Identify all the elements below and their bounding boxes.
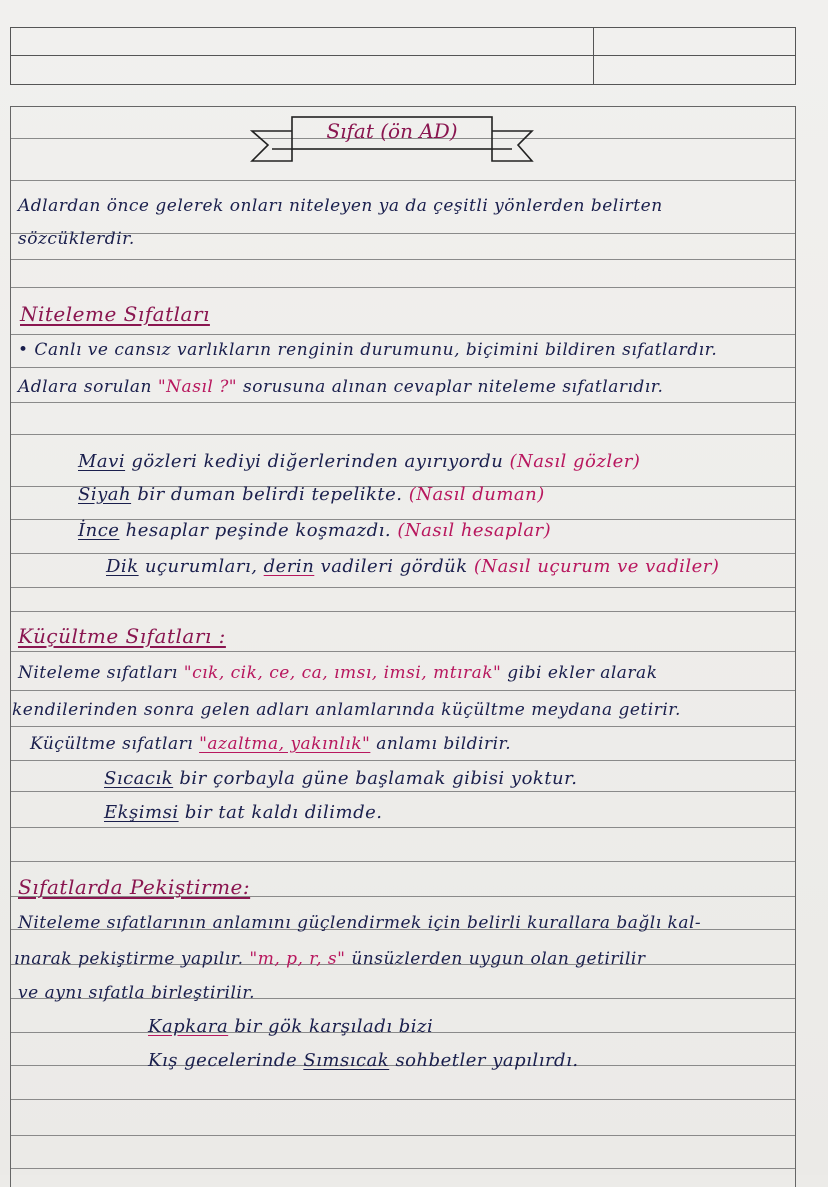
niteleme-line-2: Adlara sorulan "Nasıl ?" sorusuna alınan cevaplar niteleme sıfatlarıdır. <box>18 377 664 397</box>
ruled-line <box>11 827 795 828</box>
ruled-line <box>11 611 795 612</box>
header-column-divider <box>593 28 594 84</box>
title-banner <box>248 113 538 169</box>
example-line: Ekşimsi bir tat kaldı dilimde. <box>104 802 383 823</box>
pekistirme-line-1: Niteleme sıfatlarının anlamını güçlendirmek için belirli kurallara bağlı kal- <box>18 913 702 933</box>
ruled-line <box>11 690 795 691</box>
ruled-line <box>11 587 795 588</box>
kucultme-line-2: kendilerinden sonra gelen adları anlamlarında küçültme meydana getirir. <box>12 700 681 720</box>
ruled-line <box>11 726 795 727</box>
example-line: Kış gecelerinde Sımsıcak sohbetler yapılırdı. <box>148 1050 579 1071</box>
ruled-line <box>11 434 795 435</box>
ruled-line <box>11 180 795 181</box>
ruled-line <box>11 553 795 554</box>
ruled-line <box>11 1099 795 1100</box>
example-line: Dik uçurumları, derin vadileri gördük (Nasıl uçurum ve vadiler) <box>106 556 720 577</box>
header-box <box>10 27 796 85</box>
section-heading-pekistirme: Sıfatlarda Pekiştirme: <box>18 875 251 899</box>
ruled-line <box>11 861 795 862</box>
page-title: Sıfat (ön AD) <box>326 119 458 143</box>
section-heading-niteleme: Niteleme Sıfatları <box>20 302 210 326</box>
kucultme-line-3: Küçültme sıfatları "azaltma, yakınlık" anlamı bildirir. <box>30 734 512 754</box>
kucultme-line-1: Niteleme sıfatları "cık, cik, ce, ca, ımsı, imsi, mtırak" gibi ekler alarak <box>18 663 658 683</box>
ruled-line <box>11 791 795 792</box>
definition-line-2: sözcüklerdir. <box>18 229 135 249</box>
niteleme-line-1: • Canlı ve cansız varlıkların renginin durumunu, biçimini bildiren sıfatlardır. <box>18 340 718 360</box>
example-line: Kapkara bir gök karşıladı bizi <box>148 1016 434 1037</box>
ruled-line <box>11 334 795 335</box>
example-line: İnce hesaplar peşinde koşmazdı. (Nasıl hesaplar) <box>78 520 552 541</box>
header-divider <box>11 55 795 56</box>
example-line: Siyah bir duman belirdi tepelikte. (Nasıl duman) <box>78 484 545 505</box>
ruled-line <box>11 1135 795 1136</box>
definition-line-1: Adlardan önce gelerek onları niteleyen ya da çeşitli yönlerden belirten <box>18 196 663 216</box>
pekistirme-line-2: ınarak pekiştirme yapılır. "m, p, r, s" ünsüzlerden uygun olan getirilir <box>14 949 646 969</box>
ruled-line <box>11 760 795 761</box>
ruled-line <box>11 402 795 403</box>
pekistirme-line-3: ve aynı sıfatla birleştirilir. <box>18 983 256 1003</box>
ruled-line <box>11 287 795 288</box>
example-line: Sıcacık bir çorbayla güne başlamak gibisi yoktur. <box>104 768 578 789</box>
ruled-line <box>11 1168 795 1169</box>
ruled-line <box>11 367 795 368</box>
section-heading-kucultme: Küçültme Sıfatları : <box>18 624 226 648</box>
ruled-line <box>11 651 795 652</box>
ruled-line <box>11 259 795 260</box>
example-line: Mavi gözleri kediyi diğerlerinden ayırıyordu (Nasıl gözler) <box>78 451 641 472</box>
